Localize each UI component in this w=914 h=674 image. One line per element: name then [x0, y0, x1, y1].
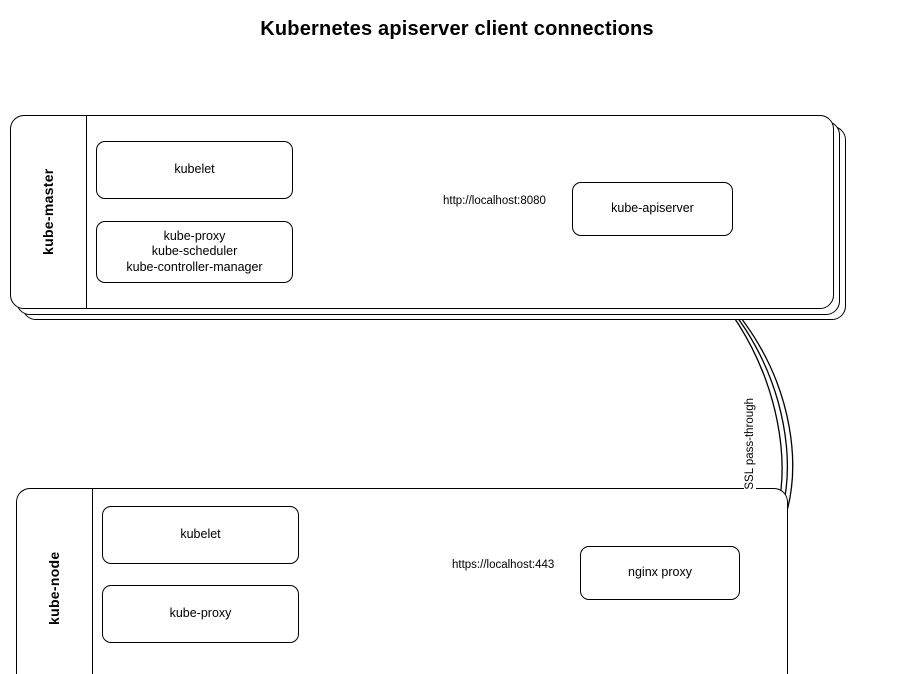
https-localhost-edge-label: https://localhost:443: [452, 559, 555, 571]
ssl-passthrough-edge-label: SSL pass-through: [744, 398, 756, 490]
master-kube-scheduler-label: kube-scheduler: [151, 244, 238, 259]
master-kube-proxy-label: kube-proxy: [163, 228, 226, 243]
kube-master-label: kube-master: [40, 168, 56, 256]
nginx-proxy-label: nginx proxy: [628, 565, 692, 580]
page-title: Kubernetes apiserver client connections: [260, 18, 654, 40]
master-kubelet-label: kubelet: [174, 162, 215, 177]
kube-apiserver-box[interactable]: [572, 182, 733, 236]
http-localhost-edge-label: http://localhost:8080: [443, 195, 546, 207]
master-proxy-scheduler-controller-box[interactable]: [96, 221, 293, 283]
master-kubelet-box[interactable]: [96, 141, 293, 199]
kube-node-divider: [92, 488, 93, 674]
node-kube-proxy-label: kube-proxy: [169, 606, 232, 621]
master-kube-controller-manager-label: kube-controller-manager: [126, 259, 263, 274]
kube-apiserver-label: kube-apiserver: [611, 201, 694, 216]
nginx-proxy-box[interactable]: [580, 546, 740, 600]
node-kubelet-label: kubelet: [180, 527, 221, 542]
kube-node-label: kube-node: [46, 551, 62, 625]
kube-master-divider: [86, 115, 87, 309]
node-kubelet-box[interactable]: [102, 506, 299, 564]
node-kube-proxy-box[interactable]: [102, 585, 299, 643]
